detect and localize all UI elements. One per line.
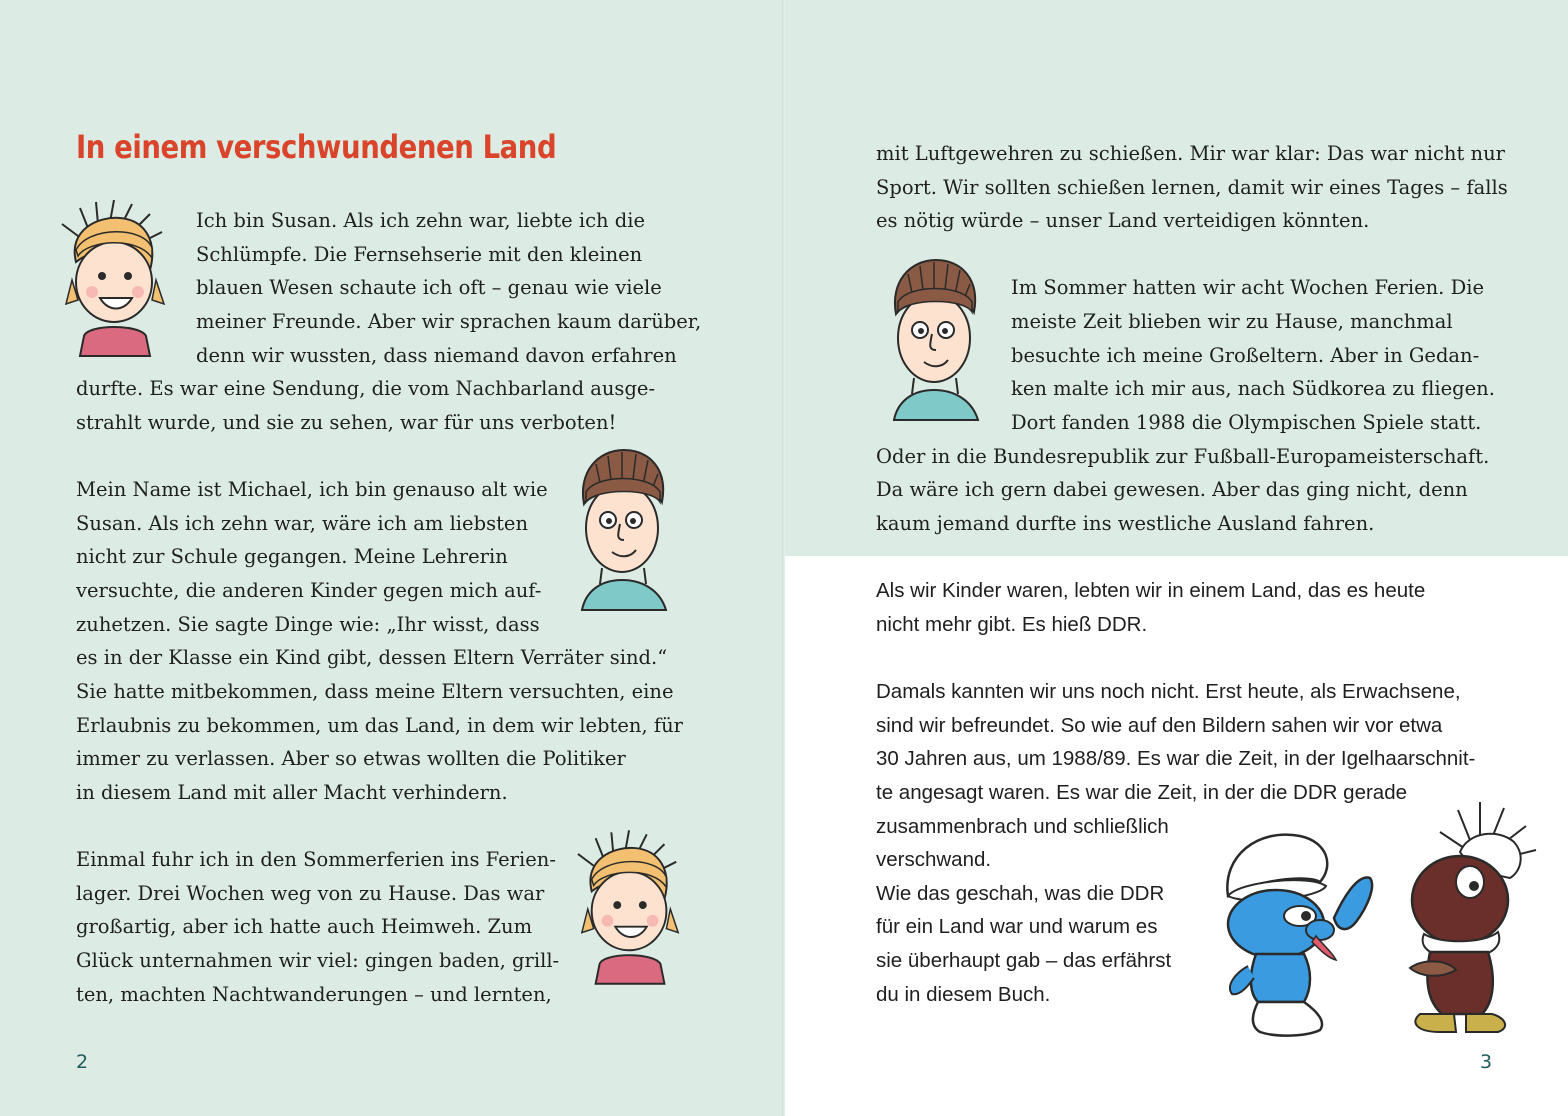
text-line: Dort fanden 1988 die Olympischen Spiele statt. <box>1011 411 1482 434</box>
text-line: versuchte, die anderen Kinder gegen mich auf- <box>76 579 542 602</box>
text-line: denn wir wussten, dass niemand davon erfahren <box>196 344 677 367</box>
sandmann-figure-icon <box>1380 792 1550 1038</box>
chapter-title: In einem verschwundenen Land <box>76 128 557 166</box>
text-line: großartig, aber ich hatte auch Heimweh. Zum <box>76 915 533 938</box>
text-line: lager. Drei Wochen weg von zu Hause. Das war <box>76 882 545 905</box>
text-line: Sport. Wir sollten schießen lernen, damit wir eines Tages – falls <box>876 176 1508 199</box>
text-line: Mein Name ist Michael, ich bin genauso alt wie <box>76 478 548 501</box>
text-line: meiner Freunde. Aber wir sprachen kaum darüber, <box>196 310 702 333</box>
smurf-icon <box>1208 826 1388 1042</box>
text-line: Sie hatte mitbekommen, dass meine Eltern versuchten, eine <box>76 680 674 703</box>
michael-portrait-icon <box>572 444 676 614</box>
page-number-left: 2 <box>76 1051 89 1073</box>
text-line: Wie das geschah, was die DDR <box>876 882 1165 905</box>
text-line: für ein Land war und warum es <box>876 915 1158 938</box>
text-line: ten, machten Nachtwanderungen – und lernten, <box>76 983 552 1006</box>
text-line: besuchte ich meine Großeltern. Aber in Gedan- <box>1011 344 1480 367</box>
text-line: 30 Jahren aus, um 1988/89. Es war die Zeit, in der Igelhaarschnit- <box>876 747 1476 770</box>
text-line: Susan. Als ich zehn war, wäre ich am liebsten <box>76 512 529 535</box>
text-line: ken malte ich mir aus, nach Südkorea zu fliegen. <box>1011 377 1495 400</box>
text-line: Einmal fuhr ich in den Sommerferien ins Ferien- <box>76 848 556 871</box>
book-gutter <box>782 0 785 1116</box>
text-line: blauen Wesen schaute ich oft – genau wie viele <box>196 276 662 299</box>
text-line: kaum jemand durfte ins westliche Ausland fahren. <box>876 512 1375 535</box>
text-line: Glück unternahmen wir viel: gingen baden, grill- <box>76 949 560 972</box>
text-line: es nötig würde – unser Land verteidigen könnten. <box>876 209 1370 232</box>
text-line: Als wir Kinder waren, lebten wir in einem Land, das es heute <box>876 579 1426 602</box>
michael-portrait-icon <box>884 254 988 424</box>
text-line: Oder in die Bundesrepublik zur Fußball-Europameisterschaft. <box>876 445 1490 468</box>
text-line: nicht mehr gibt. Es hieß DDR. <box>876 613 1148 636</box>
text-line: Damals kannten wir uns noch nicht. Erst heute, als Erwachsene, <box>876 680 1461 703</box>
text-line: Im Sommer hatten wir acht Wochen Ferien. Die <box>1011 276 1484 299</box>
text-line: Erlaubnis zu bekommen, um das Land, in dem wir lebten, für <box>76 714 683 737</box>
text-line: sind wir befreundet. So wie auf den Bildern sahen wir vor etwa <box>876 714 1443 737</box>
text-line: Da wäre ich gern dabei gewesen. Aber das ging nicht, denn <box>876 478 1468 501</box>
text-line: meiste Zeit blieben wir zu Hause, manchmal <box>1011 310 1453 333</box>
text-line: verschwand. <box>876 848 992 871</box>
text-line: in diesem Land mit aller Macht verhindern. <box>76 781 508 804</box>
text-line: durfte. Es war eine Sendung, die vom Nachbarland ausge- <box>76 377 656 400</box>
text-line: zusammenbrach und schließlich <box>876 815 1169 838</box>
text-line: mit Luftgewehren zu schießen. Mir war klar: Das war nicht nur <box>876 142 1505 165</box>
text-line: Ich bin Susan. Als ich zehn war, liebte ich die <box>196 209 646 232</box>
text-line: es in der Klasse ein Kind gibt, dessen Eltern Verräter sind.“ <box>76 646 668 669</box>
text-line: Schlümpfe. Die Fernsehserie mit den kleinen <box>196 243 643 266</box>
text-line: nicht zur Schule gegangen. Meine Lehrerin <box>76 545 508 568</box>
text-line: immer zu verlassen. Aber so etwas wollten die Politiker <box>76 747 626 770</box>
susan-portrait-icon <box>58 200 176 360</box>
page-number-right: 3 <box>1480 1051 1493 1073</box>
text-line: du in diesem Buch. <box>876 983 1051 1006</box>
text-line: strahlt wurde, und sie zu sehen, war für uns verboten! <box>76 411 617 434</box>
text-line: te angesagt waren. Es war die Zeit, in der die DDR gerade <box>876 781 1407 804</box>
text-line: zuhetzen. Sie sagte Dinge wie: „Ihr wisst, dass <box>76 613 540 636</box>
susan-portrait-icon <box>574 830 690 988</box>
text-line: sie überhaupt gab – das erfährst <box>876 949 1172 972</box>
